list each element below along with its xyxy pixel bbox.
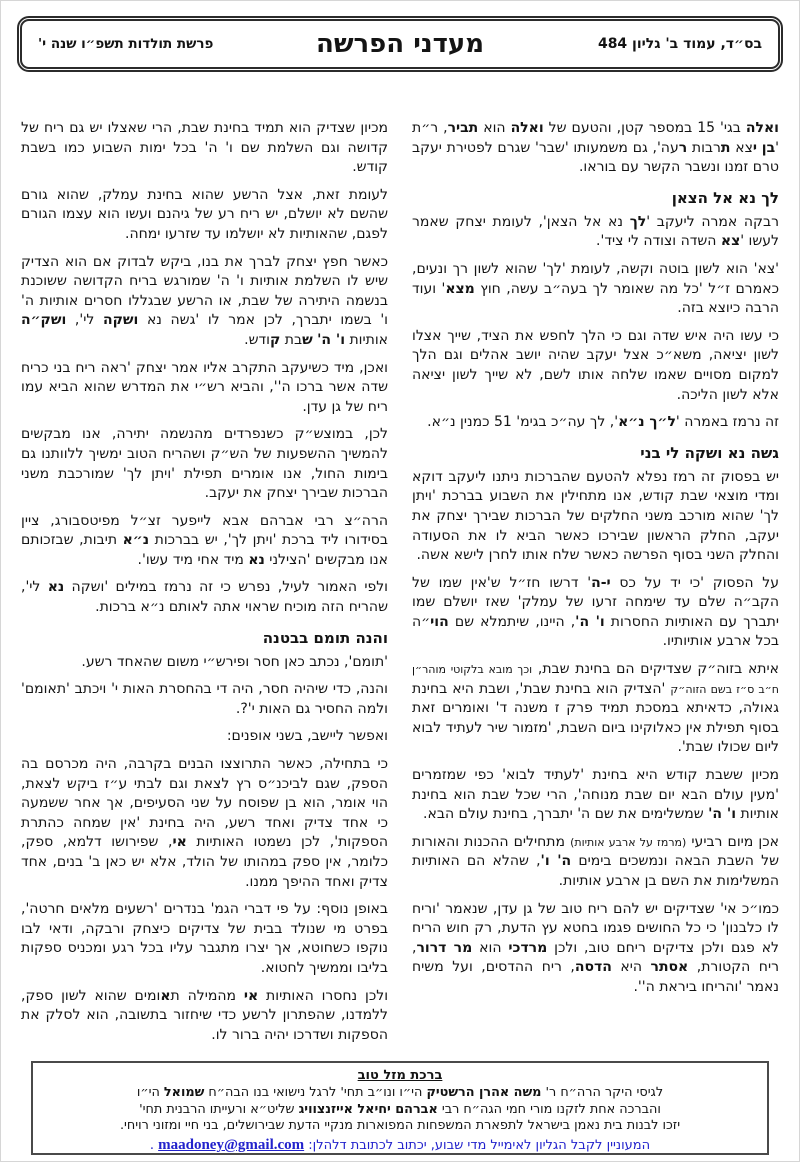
paragraph xyxy=(21,186,388,245)
text-run: הדסה xyxy=(574,959,612,976)
text-run: אותיות xyxy=(345,331,388,348)
paragraph xyxy=(21,755,388,892)
section-heading: והנה תומם בבטנה xyxy=(262,628,388,647)
text-run: , ריח ההדסים, ועל משיח נאמר 'והריחו ביראת ה''. xyxy=(412,959,779,995)
paragraph xyxy=(412,260,779,319)
text-run: והברכה אחת לזקנו מורי חמי הגה״ח רבי xyxy=(437,1101,661,1117)
text-run: מכיון ששבת קודש היא בחינת 'לעתיד לבוא' כפי שמזמרים 'מעין עולם הבא יום שבת מנוחה', הרי שכל שבת הוא בחינת אותיות xyxy=(412,767,779,823)
text-run: הרה״צ רבי אברהם אבא לייפער זצ״ל מפיטסבורג, ציין בסידורו ליד ברכת 'ויתן לך', יש בברכות xyxy=(21,512,388,549)
paragraph xyxy=(412,119,779,178)
paragraph xyxy=(21,359,388,418)
text-run: רבות xyxy=(687,139,721,156)
text-run: נא xyxy=(47,579,65,596)
paragraph xyxy=(21,987,388,1046)
text-run: אי xyxy=(172,834,187,851)
content-columns xyxy=(21,119,779,1057)
text-run: הי״ו xyxy=(136,1085,164,1100)
email-line-prefix: המעוניין לקבל הגליון לאימייל מדי שבוע, יכתוב לכתובת דלהלן: xyxy=(304,1138,651,1153)
text-run: זה נרמז באמרה ' xyxy=(675,414,779,431)
text-run: ל״ך נ״א xyxy=(618,414,676,431)
text-run: ' ועוד הרבה כיוצא בזה. xyxy=(412,280,779,317)
text-run: לגיסי היקר הרה״ח ר' xyxy=(541,1085,664,1100)
text-run: בת xyxy=(280,331,303,348)
text-run: היא xyxy=(611,959,651,976)
text-run: ומים שהוא לשון ספק, ללמדנו, שהפתרון לרשע כדי שיחזור בתשובה, הוא לסלק את הספקות ושדרכו יהיה ברור לו. xyxy=(21,987,388,1043)
text-run: ״ה בכל ארבע אותיותיו. xyxy=(412,613,779,650)
text-run: משה אהרן הרשטיק xyxy=(426,1085,542,1100)
parsha-info: פרשת תולדות תשפ״ו שנה י' xyxy=(38,36,214,52)
text-run: צא xyxy=(730,139,753,156)
text-run: מר דרור xyxy=(416,939,473,956)
text-run: נא אל הצאן', לעומת יצחק שאמר לעשו ' xyxy=(412,213,779,250)
text-run: נא xyxy=(248,551,265,568)
issue-info: בס״ד, עמוד ב' גליון 484 xyxy=(597,36,762,52)
column-right xyxy=(412,119,779,1057)
text-run: רבקה אמרה ליעקב ' xyxy=(646,213,779,230)
text-run: א xyxy=(160,987,171,1004)
text-run: תיבות, שבזכותם אנו מבקשים 'הצילני xyxy=(21,532,388,568)
text-run: ודש. xyxy=(244,331,270,348)
text-run: מיד אחי מיד עשו'. xyxy=(137,551,249,568)
text-run: ', לך עה״כ בגימ' 51 כמנין נ״א. xyxy=(427,414,619,431)
paragraph xyxy=(412,468,779,566)
paragraph xyxy=(21,680,388,719)
text-run: 'תומם', נכתב כאן חסר ופירש״י משום שהאחד רשע. xyxy=(81,653,388,670)
text-run: בגי' 15 במספר קטן, והטעם של xyxy=(543,120,746,136)
paragraph xyxy=(412,413,779,433)
text-run: ושקה xyxy=(102,312,139,329)
mazel-tov-line xyxy=(43,1118,757,1133)
text-run: נ״א xyxy=(122,532,150,549)
text-run: אברהם יחיאל אייזנצוויג xyxy=(298,1101,438,1117)
email-line xyxy=(43,1137,757,1154)
text-run: הוי xyxy=(430,613,449,630)
text-run: כי בתחילה, כאשר התרוצצו הבנים בקרבה, היה מכרסם בה הספק, שגם לביכנ״ס רץ לצאת וגם לבתי ע״ז ביקש לצאת, הוי אומר, הוא בן שפוסח על שני הסעיפים, אך אחר ששמעה כי אחד צדיק ואחד רשע, היה בחינת 'אין שמחה כהתרת הספקות', לכן נשמטו האותיות xyxy=(21,756,389,851)
paragraph xyxy=(21,253,388,351)
text-run: איתא בזוה״ק שצדיקים הם בחינת שבת, xyxy=(532,661,779,678)
text-run: לכן, במוצש״ק כשנפרדים מהנשמה יתירה, אנו מבקשים להמשיך ההשפעות של הש״ק ושהריח הטוב ימשיך ללוותנו גם בימות החול, אנו אומרים תפילת 'ויתן לך' שמורכבת משני הברכות שבירך יצחק את יעקב. xyxy=(21,426,388,502)
text-run: מכיון שצדיק הוא תמיד בחינת שבת, הרי שאצלו יש גם ריח של קדושה וגם השלמת שם ו' ה' בכל ימות השבוע כמו בשבת קודש. xyxy=(21,120,388,176)
text-run: (מרמז על ארבע אותיות) xyxy=(570,835,687,849)
page-title: מעדני הפרשה xyxy=(315,29,485,59)
text-run: כמו״כ אי' שצדיקים יש להם ריח טוב של גן עדן, שנאמר 'וריח לו כלבנון' כי כל החושים פגמו בחטא עץ הדעת, רק חוש הריח לא פגם ולכן צדיקים ריחם טוב, ולכן xyxy=(412,900,779,956)
text-run: אי xyxy=(243,987,259,1004)
text-run: והנה, כדי שיהיה חסר, היה די בהחסרת האות י' ויכתב 'תאומם' ולמה החסיר גם האות י'?. xyxy=(21,681,388,717)
text-run: צא xyxy=(720,233,741,250)
text-run: ואלה xyxy=(745,120,779,136)
mazel-tov-line xyxy=(43,1085,757,1100)
text-run: הוא xyxy=(478,120,511,136)
mazel-tov-box xyxy=(31,1061,769,1155)
text-run: על הפסוק 'כי יד על כס xyxy=(610,574,779,591)
text-run: מתחילים ההכנות והאורות של השבת הבאה ונמשכים בימים xyxy=(412,833,779,870)
text-run: ואלה xyxy=(510,120,544,136)
text-run: י xyxy=(752,139,758,156)
text-run: הי״ו ונו״ב תחי' לרגל נישואי בנו הבה״ח xyxy=(204,1085,427,1100)
text-run: ולכן נחסרו האותיות xyxy=(258,987,389,1004)
paragraph xyxy=(412,574,779,652)
text-run: השדה וצודה לי ציד'. xyxy=(596,233,721,250)
text-run: הוא xyxy=(472,939,509,956)
text-run: , ריח הקטורת, xyxy=(412,939,779,976)
text-run: יזכו לבנות בית נאמן בישראל לתפארת המשפחות המפוארות מנקיי הדעת שבירושלים, בני חיי ומזוני רויחי. xyxy=(119,1118,681,1133)
text-run: ו' ה' xyxy=(317,331,346,348)
text-run: ת xyxy=(720,139,731,156)
paragraph xyxy=(21,119,388,178)
text-run: , היינו, שיתמלא שם xyxy=(448,613,576,630)
text-run: , שפירושו דלמא, ספק, כלומר, אין ספק במהותו של הולד, אלא יש כאן ב' בנים, אחד צדיק ואחד ההיפך ממנו. xyxy=(21,834,388,890)
text-run: באופן נוסף: על פי דברי הגמ' בנדרים 'רשעים מלאים חרטה', בפרט מי שנולד בבית של צדיקים כיצחק ורבקה, ודאי לבו נוקפו כשחוטא, אך יצרו מתגבר עליו בכל רגע ומכניס ספקות בליבו וממשיך לחטוא. xyxy=(21,901,388,976)
text-run: כאשר חפץ יצחק לברך את בנו, ביקש לבדוק אם הוא הצדיק שיש לו השלמת אותיות ו' ה' שמורגש בריח הקדושה ששוכנת בנשמה היתירה של שבת, או הרשע שבגללו חסרים אותיות ה' ו' בשמו יתברך, לכן אמר לו 'גשה נא xyxy=(21,253,388,329)
mazel-tov-title: ברכת מזל טוב xyxy=(357,1068,443,1083)
paragraph xyxy=(412,766,779,825)
section-heading: גשה נא ושקה לי בני xyxy=(640,443,779,462)
paragraph xyxy=(21,727,388,747)
mazel-tov-lines xyxy=(43,1085,757,1133)
header xyxy=(17,16,783,72)
paragraph xyxy=(412,660,779,758)
text-run: ש xyxy=(302,331,313,348)
text-run: ר xyxy=(678,139,688,156)
text-run: וכך מובא בלקוטי מוהר״ן ח״ב ס״ז בשם הזוה״ק xyxy=(412,663,779,696)
text-run: ו' ה' xyxy=(575,613,605,630)
text-run: 'צא' הוא לשון בוטה וקשה, לעומת 'לך' שהוא לשון רך ונעים, כאמרם ז״ל 'כל מה שאומר לך בעה״ב עשה, חוץ xyxy=(412,260,779,297)
text-run: מצא xyxy=(445,280,475,297)
text-run: עה', גם משמעותו 'שבר' שגרם לפטירת יעקב טרם זמנו ונשבר הקשר עם בוראו. xyxy=(412,139,779,176)
paragraph xyxy=(21,653,388,673)
email-line-suffix: . xyxy=(149,1138,159,1153)
text-run: , שהלא הם האותיות המשלימות את השם בן ארבע אותיות. xyxy=(412,853,779,889)
text-run: אכן מיום רביעי xyxy=(686,833,779,850)
text-run: מהמילה ת xyxy=(170,987,244,1004)
paragraph xyxy=(21,425,388,503)
text-run: אסתר xyxy=(650,959,689,976)
text-run: שליט״א ורעייתו הרבנית תחי' xyxy=(139,1101,299,1117)
text-run: ו' ה' xyxy=(708,806,737,823)
column-left xyxy=(21,119,388,1057)
text-run: בן xyxy=(761,139,776,156)
text-run: כי עשו היה איש שדה וגם כי הלך לחפש את הציד, שייך אצלו לשון יציאה, משא״כ אצל יעקב שהיה יושב אהלים וגם הלך למקום מסויים שאמו שלחה אותו לשם, לא שייך לשון יציאה אלא לשון הליכה. xyxy=(412,327,779,403)
text-run: י-ה xyxy=(591,574,611,591)
section-heading: לך נא אל הצאן xyxy=(671,188,779,207)
paragraph xyxy=(21,512,388,571)
text-run: לי', xyxy=(66,312,103,329)
paragraph xyxy=(21,578,388,617)
text-run: ואכן, מיד כשיעקב התקרב אליו אמר יצחק 'ראה ריח בני כריח שדה אשר ברכו ה'', והביא רש״י את המדרש שהוא הביא עמו ריח של גן עדן. xyxy=(21,359,388,415)
text-run: ואפשר ליישב, בשני אופנים: xyxy=(226,728,388,745)
text-run: שמשלימים את שם ה' יתברך, בחינת עולם הבא. xyxy=(423,806,709,823)
paragraph xyxy=(412,327,779,405)
mazel-tov-line xyxy=(43,1102,757,1117)
text-run: ' דרשו חז״ל ש'אין שמו של הקב״ה שלם עד שימחה זרעו של עמלק' שאז יושלם שמו יתברך עם האותיות החסרות xyxy=(412,574,779,630)
text-run: לעומת זאת, אצל הרשע שהוא בחינת עמלק, שהוא גורם שהשם לא יושלם, יש ריח רע של גיהנם ועשו הוא עצמו הגורם לפגם, שהאותיות לא יושלמו עד שזרעו ימחה. xyxy=(21,186,388,242)
text-run: תביר xyxy=(447,120,479,136)
email-link[interactable]: maadoney@gmail.com xyxy=(158,1137,305,1153)
paragraph xyxy=(21,900,388,978)
text-run: , ר״ת ' xyxy=(412,120,779,156)
text-run: לי', שהריח הזה מוכיח שראוי אתה לאותם נ״א ברכות. xyxy=(21,579,388,616)
paragraph xyxy=(412,213,779,252)
text-run: ק xyxy=(270,331,281,348)
text-run: ולפי האמור לעיל, נפרש כי זה נרמז במילים 'ושקה xyxy=(64,579,388,596)
paragraph xyxy=(412,900,779,998)
text-run: ה' ו' xyxy=(540,853,572,870)
paragraph xyxy=(412,833,779,892)
text-run: יש בפסוק זה רמז נפלא להטעם שהברכות ניתנו ליעקב דוקא ומדי מוצאי שבת קודש, אנו מתחילין את השבוע בברכת 'ויתן לך' שהוא מורכב משני החלקים של הברכות שבירך יצחק את יעקב, החלק הראשון שבירכו כאשר הביא לו את הסעודה והחלק השני בסוף הפרשה כאשר שלח אותו לחרן לישא אשה. xyxy=(412,468,779,564)
text-run: מרדכי xyxy=(508,939,548,956)
text-run: 'הצדיק הוא בחינת שבת', ושבת היא בחינת גאולה, כדאיתא במסכת תמיד פרק ז משנה ד' ואומרים זאת בסוף תפילת אין כאלוקינו ביום השבת, 'מזמור שיר לעתיד לבוא ליום שכולו שבת'. xyxy=(412,680,779,756)
text-run: ושק״ה xyxy=(21,312,67,329)
text-run: לך xyxy=(629,213,647,230)
text-run: שמואל xyxy=(163,1085,205,1100)
